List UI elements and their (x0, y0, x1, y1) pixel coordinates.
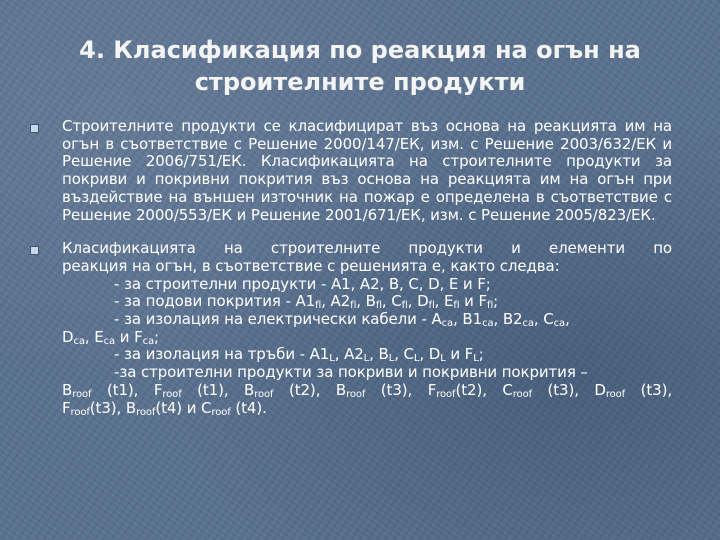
class-code: $A_{ca}$ (431, 310, 454, 330)
class-code: $B_{roof}$ (t3) (335, 380, 408, 400)
class-subscript: ca (441, 318, 454, 330)
class-subscript: ca (482, 318, 494, 330)
class-code: $A1_L$ (309, 345, 335, 365)
class-subscript: L (440, 353, 446, 365)
class-code: $F_{roof}(t2)$ (427, 380, 483, 400)
class-subscript: L (363, 353, 370, 365)
class-subscript: ca (103, 335, 116, 347)
class-subscript: roof (162, 388, 182, 400)
class-subscript: roof (211, 406, 231, 418)
class-code: $D_{fl}$ (417, 292, 435, 312)
class-code: $A1_{fl}$ (295, 292, 322, 312)
cable-insulation-line: - за изолация на електрически кабели - $A_{ca}$, $B1_{ca}$, $B2_{ca}$, $C_{ca}$, (114, 310, 570, 330)
construction-products-line: - за строителни продукти - A1, A2, B, C, D, E и F; (114, 274, 491, 293)
class-subscript: L (413, 353, 420, 365)
slide-title-line-2: строителните продукти (194, 68, 526, 96)
pipe-insulation-line: - за изолация на тръби - $A1_L$, $A2_L$, $B_L$, $C_L$, $D_L$ и $F_L$; (114, 345, 484, 365)
class-subscript: fl (375, 300, 382, 312)
class-subscript: fl (315, 300, 322, 312)
class-code: $C_L$ (403, 345, 420, 365)
class-subscript: roof (605, 388, 626, 400)
class-code: $C_{roof}$ (t3) (502, 380, 575, 400)
class-code: $D_{ca}$ (62, 327, 85, 347)
roof-classes-line-2: $F_{roof}(t3)$, $B_{roof}(t4)$ и $C_{roof}$ (t4). (62, 398, 267, 418)
slide-title-line-1: 4. Класификация по реакция на огън на (79, 36, 641, 64)
cable-insulation-continuation-line: $D_{ca}$, $E_{ca}$ и $F_{ca}$; (62, 327, 159, 347)
class-code: $F_{fl}$ (478, 292, 494, 312)
class-code: $D_{roof}$ (t3) (594, 380, 668, 400)
class-subscript: fl (487, 300, 494, 312)
bullet-item-2 (30, 240, 672, 417)
slide-title (40, 34, 680, 98)
class-code: $A2_{fl}$ (330, 292, 357, 312)
class-code: $E_{ca}$ (94, 327, 116, 347)
class-code: $B_{roof}$ (t1) (62, 380, 134, 400)
class-subscript: L (329, 353, 335, 365)
class-subscript: L (473, 353, 479, 365)
class-code: $B_L$ (378, 345, 395, 365)
square-bullet-icon (30, 246, 39, 255)
class-code: $D_L$ (428, 345, 446, 365)
class-subscript: ca (73, 335, 85, 347)
roof-products-intro-line: -за строителни продукти за покриви и покривни покрития – (114, 363, 588, 382)
class-code: $F_{roof}(t3)$ (62, 398, 117, 418)
class-subscript: fl (401, 300, 408, 312)
class-subscript: roof (512, 388, 533, 400)
class-subscript: ca (522, 318, 534, 330)
bullet-1-text: Строителните продукти се класифицират въз основа на реакцията им на огън в съответствие с Решение 2000/147/ЕК, изм. с Решение 2003/632/ЕК и Решение 2006/751/ЕК. Класификацията на строителните продукти за покриви и покривни покрития въз основа на реакцията им на огън при въздействие на външен източник на пожар е определена в съответствие с Решение 2000/553/ЕК и Решение 2001/671/ЕК, изм. с Решение 2005/823/ЕК. (62, 117, 672, 224)
class-code: $B2_{ca}$ (502, 310, 534, 330)
class-code: $C_{ca}$ (543, 310, 566, 330)
class-code: $A2_L$ (344, 345, 370, 365)
class-code: $C_{fl}$ (391, 292, 408, 312)
bullet-2-intro-line-1: Класификацията на строителните продукти и елементи по (62, 239, 672, 258)
class-subscript: roof (346, 388, 366, 400)
class-subscript: roof (72, 388, 92, 400)
class-code: $F_{roof}$ (t1) (153, 380, 224, 400)
class-subscript: roof (436, 388, 456, 400)
square-bullet-icon (30, 124, 39, 133)
class-code: $E_{fl}$ (444, 292, 460, 312)
class-code: $B_{roof}$ (t2) (244, 380, 316, 400)
class-subscript: L (388, 353, 395, 365)
class-subscript: roof (70, 406, 90, 418)
class-code: $F_{ca}$ (134, 327, 155, 347)
class-subscript: roof (254, 388, 274, 400)
class-subscript: ca (142, 335, 155, 347)
bullet-2-intro-line-2: реакция на огън, в съответствие с решенията е, както следва: (62, 256, 560, 275)
slide-content (30, 118, 672, 417)
class-subscript: ca (553, 318, 566, 330)
class-code: $C_{roof}$ (t4) (201, 398, 263, 418)
class-code: $B_{roof}(t4)$ (125, 398, 183, 418)
bullet-item-1 (30, 118, 672, 224)
class-subscript: fl (350, 300, 357, 312)
class-subscript: roof (136, 406, 156, 418)
floor-coverings-line: - за подови покрития - $A1_{fl}$, $A2_{fl}$, $B_{fl}$, $C_{fl}$, $D_{fl}$, $E_{fl}$ и $F_{fl}$; (114, 292, 499, 312)
class-subscript: fl (428, 300, 435, 312)
class-code: $B_{fl}$ (365, 292, 382, 312)
class-subscript: fl (453, 300, 460, 312)
class-code: $B1_{ca}$ (462, 310, 494, 330)
roof-classes-line-1: $B_{roof}$ (t1), $F_{roof}$ (t1), $B_{roof}$ (t2), $B_{roof}$ (t3), $F_{roof}(t2)$, $C_{roof}$ (t3), $D_{roof}$ (t3), (62, 380, 672, 400)
class-code: $F_L$ (464, 345, 479, 365)
